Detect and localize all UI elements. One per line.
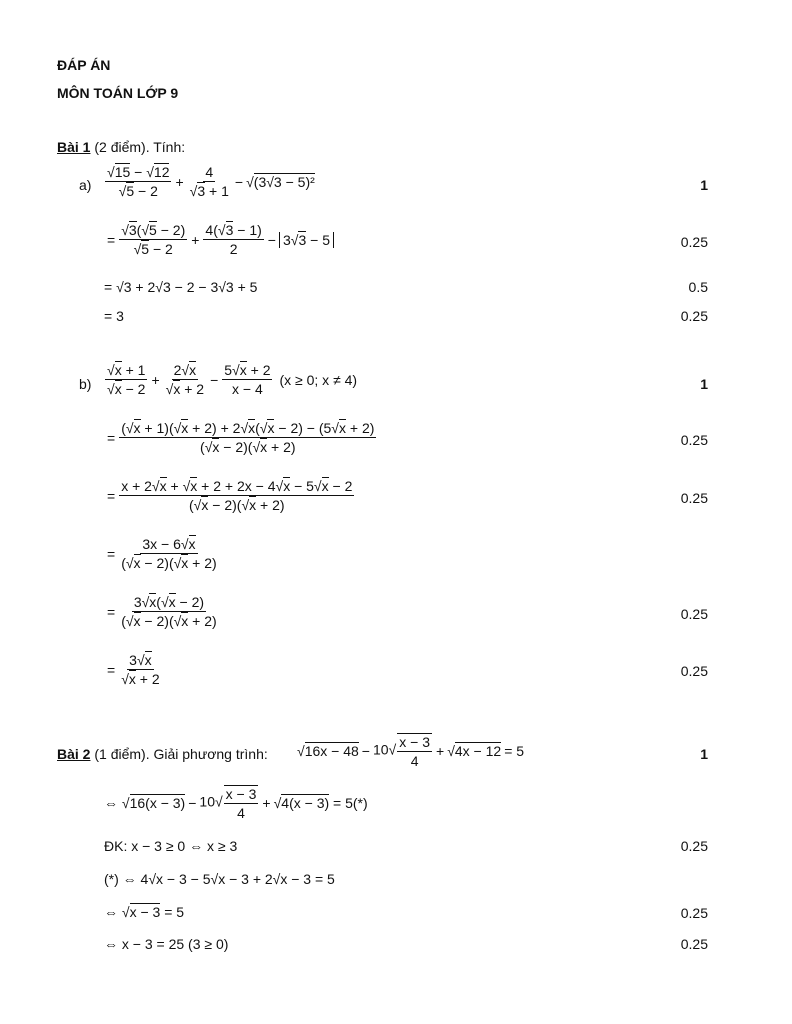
part-b-step-1: = $\frac{(√x + 1)(√x + 2) + 2√x(√x - 2) - (5√x + 2)}{(√x - 2)(√x + 2)}$: [107, 420, 375, 455]
bai1-meta: (2 điểm). Tính:: [90, 139, 186, 155]
part-b-step-2: = $\frac{x + 2√x + √x + 2 + 2x - 4√x - 5√x - 2}{(√x - 2)(√x + 2)}$: [107, 478, 353, 513]
bai2-step-1: ⇔ √16(x − 3) − 10√ $\frac{x - 3}{4}$ + √4(x − 3) = 5(*): [104, 786, 368, 821]
bai2-step-3: ⇔ √x − 3 = 5: [104, 904, 185, 920]
doc-subtitle: MÔN TOÁN LỚP 9: [57, 85, 179, 101]
part-a-score-2: 0.25: [680, 234, 708, 250]
part-b-score-3: 0.25: [680, 490, 708, 506]
part-a-result: = 3: [104, 308, 124, 324]
part-a-score-4: 0.25: [680, 308, 708, 324]
part-a-step-1: = $\frac{√3(√5 - 2)}{√5 - 2}$ + $\frac{4(√3 - 1)}{2}$ − 3√3 − 5: [104, 222, 334, 257]
part-b-expression: $\frac{√x + 1}{√x - 2}$ + $\frac{2√x}{√x + 2}$ − $\frac{5√x + 2}{x - 4}$ (x ≥ 0; x ≠ 4): [107, 362, 358, 397]
bai1-title: Bài 1: [57, 139, 91, 155]
bai2-step-4: ⇔ x − 3 = 25 (3 ≥ 0): [104, 936, 229, 952]
bai2-score-cond: 0.25: [680, 838, 708, 854]
part-a-score-3: 0.5: [688, 279, 708, 295]
part-b-score-5: 0.25: [680, 606, 708, 622]
bai2-score: 1: [700, 746, 708, 762]
bai2-score-step-3: 0.25: [680, 905, 708, 921]
part-a-label: a): [79, 177, 92, 193]
part-b-label: b): [79, 376, 92, 392]
part-b-step-3: = $\frac{3x - 6√x}{(√x - 2)(√x + 2)}$: [107, 536, 217, 571]
part-b-condition: (x ≥ 0; x ≠ 4): [279, 371, 358, 388]
bai2-score-step-4: 0.25: [680, 936, 708, 952]
bai2-step-2: (*) ⇔ 4√x − 3 − 5√x − 3 + 2√x − 3 = 5: [104, 871, 335, 887]
part-b-step-4: = $\frac{3√x(√x - 2)}{(√x - 2)(√x + 2)}$: [107, 594, 217, 629]
part-a-score-1: 1: [700, 177, 708, 193]
part-a-step-2: = √3 + 2√3 − 2 − 3√3 + 5: [104, 279, 258, 295]
part-b-score-2: 0.25: [680, 432, 708, 448]
part-a-expression: $\frac{√15 - √12}{√5 - 2}$ + $\frac{4}{√3 + 1}$ − √(3√3 − 5)²: [107, 164, 315, 199]
part-b-result: = $\frac{3√x}{√x + 2}$: [107, 652, 160, 687]
bai1-heading: [57, 139, 185, 155]
bai2-title: Bài 2: [57, 746, 91, 762]
bai2-equation: √16x − 48 − 10√ $\frac{x - 3}{4}$ + √4x − 12 = 5: [297, 734, 525, 769]
part-b-score-6: 0.25: [680, 663, 708, 679]
bai2-condition: ĐK: x − 3 ≥ 0 ⇔ x ≥ 3: [104, 838, 238, 854]
bai2-meta: (1 điểm). Giải phương trình:: [90, 746, 268, 762]
doc-title: ĐÁP ÁN: [57, 57, 111, 73]
bai2-heading: [57, 746, 268, 762]
part-b-score-1: 1: [700, 376, 708, 392]
